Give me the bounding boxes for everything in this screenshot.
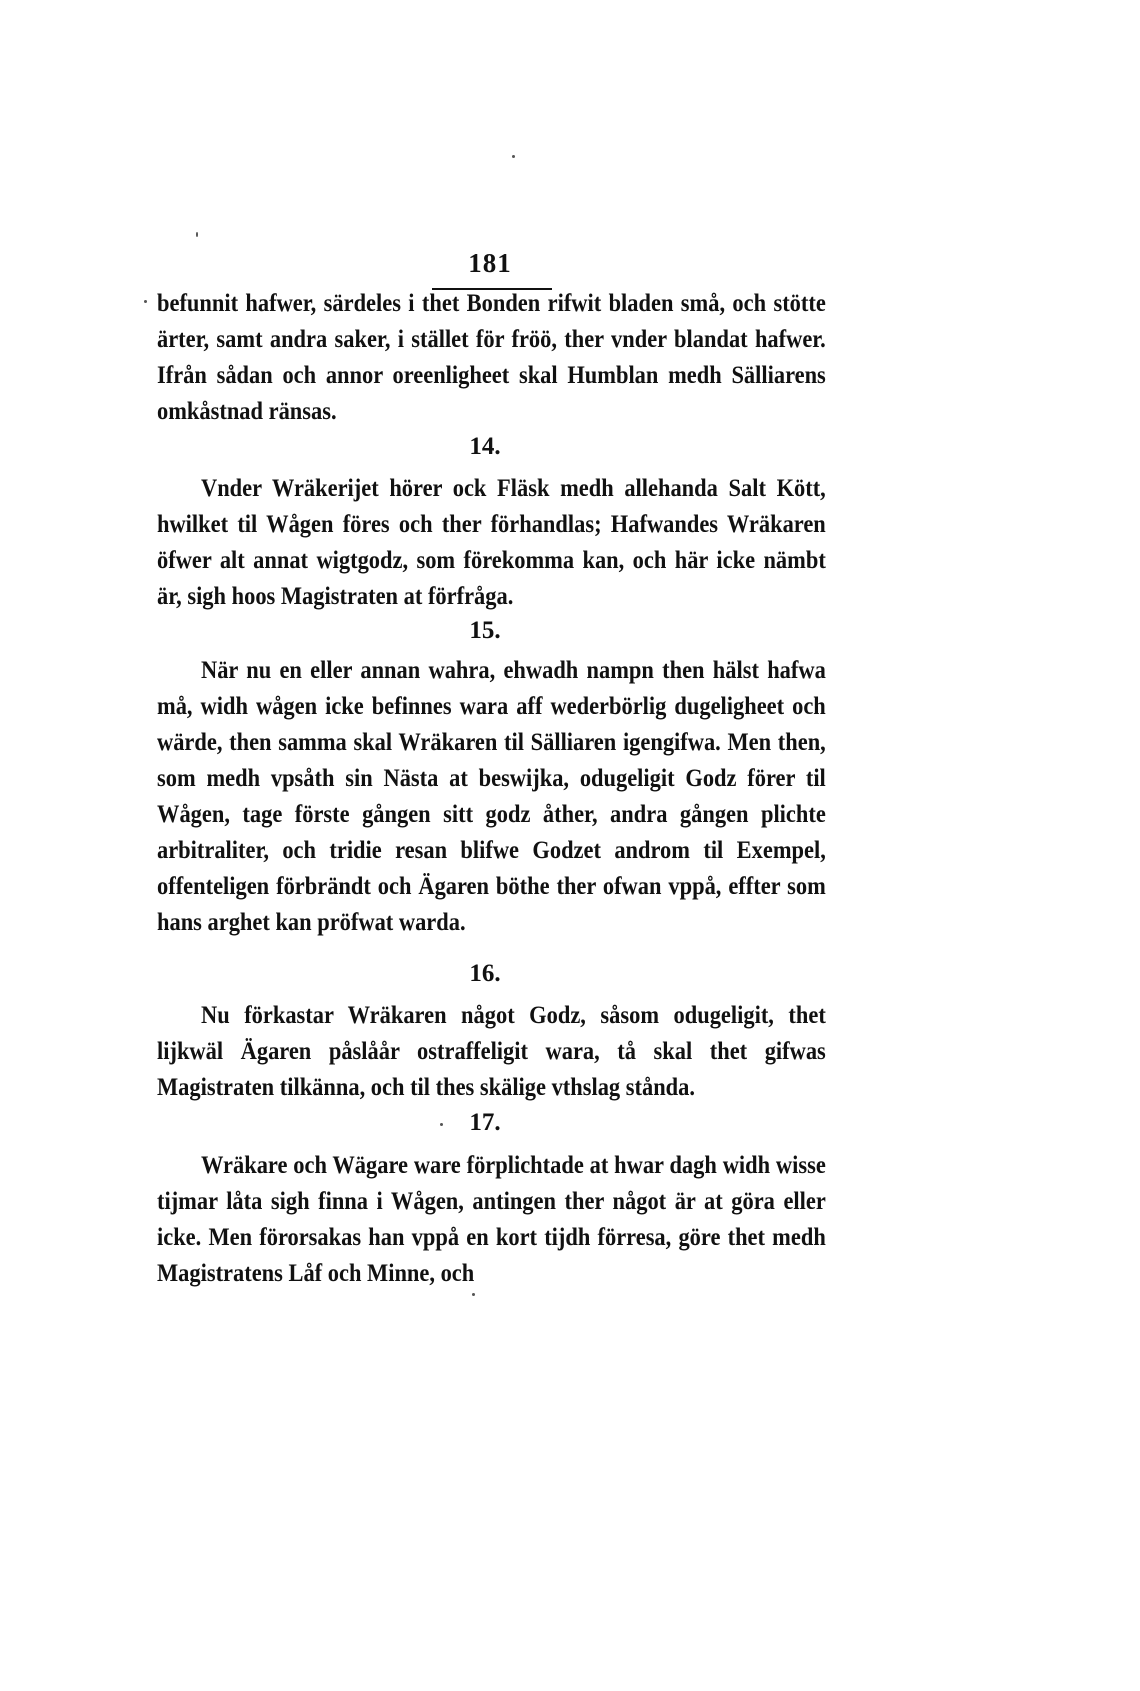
paper-speck [196, 232, 198, 237]
paper-speck [512, 155, 515, 158]
section-number-17: 17. [469, 1109, 501, 1136]
section-15-text: När nu en eller annan wahra, ehwadh nampn then hälst hafwa må, widh wågen icke befinnes wara aff wederbörlig dugeligheet och wärde, then samma skal Wräkaren til Sälliaren igengifwa. Men then, som medh vpsåth sin Nästa at beswijka, odugeligit Godz förer til Wågen, tage förste gången sitt godz åther, andra gången plichte arbitraliter, och tridie resan blifwe Godzet androm til Exempel, offenteligen förbrändt och Ägaren böthe ther ofwan vppå, effter som hans arghet kan pröfwat warda. [157, 655, 826, 936]
paper-speck [440, 1123, 443, 1126]
section-16-block [157, 997, 826, 1105]
section-number-16: 16. [469, 960, 501, 987]
section-17-block [157, 1147, 826, 1291]
intro-paragraph-block [157, 285, 826, 429]
section-number-15: 15. [469, 617, 501, 644]
section-17-text: Wräkare och Wägare ware förplichtade at hwar dagh widh wisse tijmar låta sigh finna i Wågen, antingen ther något är at göra eller icke. Men förorsakas han vppå en kort tijdh förresa, göre thet medh Magistratens Låf och Minne, och [157, 1150, 826, 1287]
paper-speck [144, 300, 147, 303]
section-16-text: Nu förkastar Wräkaren något Godz, såsom odugeligit, thet lijkwäl Ägaren påslåår ostraffeligit wara, tå skal thet gifwas Magistraten tilkänna, och til thes skälige vthslag stånda. [157, 1000, 826, 1101]
section-number-14: 14. [469, 433, 501, 460]
intro-paragraph: befunnit hafwer, särdeles i thet Bonden rifwit bladen små, och stötte ärter, samt andra saker, i stället för fröö, ther vnder blandat hafwer. Ifrån sådan och annor oreenligheet skal Humblan medh Sälliarens omkåstnad ränsas. [157, 288, 826, 425]
section-15-block [157, 652, 826, 940]
paper-speck [472, 1293, 475, 1296]
section-14-block [157, 470, 826, 614]
page-number: 181 [468, 248, 512, 278]
section-14-text: Vnder Wräkerijet hörer ock Fläsk medh allehanda Salt Kött, hwilket til Wågen föres och ther förhandlas; Hafwandes Wräkaren öfwer alt annat wigtgodz, som förekomma kan, och här icke nämbt är, sigh hoos Magistraten at förfråga. [157, 473, 826, 610]
